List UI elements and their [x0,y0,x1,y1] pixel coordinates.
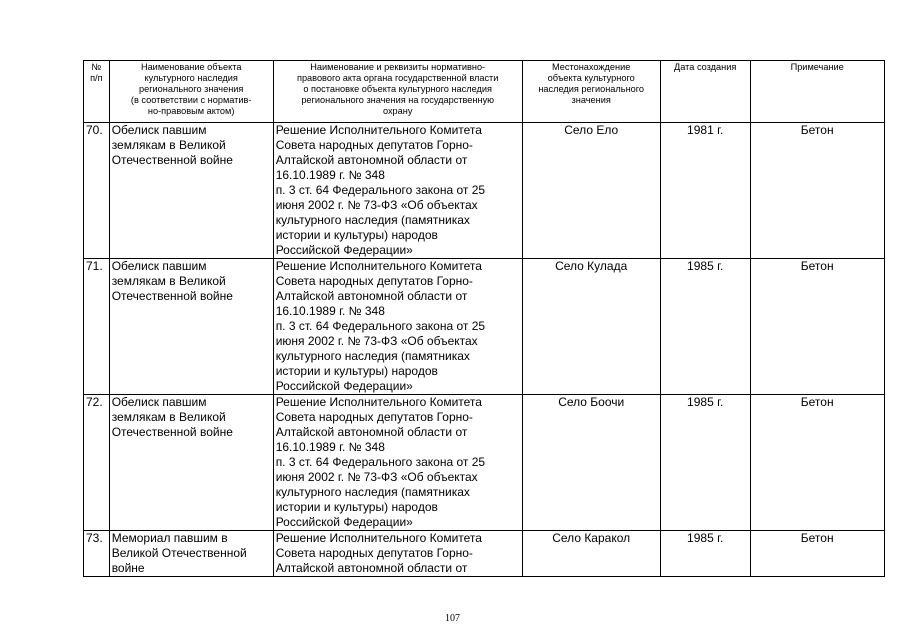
row-date: 1985 г. [660,259,750,395]
header-object-name: Наименование объекта культурного наследия регионального значения (в соответствии с норматив- но-правовым актом) [109,61,273,123]
row-note: Бетон [750,123,884,259]
header-act: Наименование и реквизиты нормативно- правового акта органа государственной власти о постановке объекта культурного наследия регионального значения на государственную охрану [273,61,522,123]
row-date: 1985 г. [660,531,750,577]
row-date: 1985 г. [660,395,750,531]
row-object-name: Обелиск павшим землякам в Великой Отечественной войне [109,259,273,395]
row-object-name: Обелиск павшим землякам в Великой Отечественной войне [109,395,273,531]
table-row [84,395,885,531]
row-act: Решение Исполнительного Комитета Совета народных депутатов Горно- Алтайской автономной области от 16.10.1989 г. № 348 п. 3 ст. 64 Федерального закона от 25 июня 2002 г. № 73-ФЗ «Об объектах культурного наследия (памятниках истории и культуры) народов Российской Федерации» [273,123,522,259]
row-num: 70. [84,123,110,259]
table-row [84,259,885,395]
row-num: 73. [84,531,110,577]
row-location: Село Боочи [522,395,660,531]
row-note: Бетон [750,395,884,531]
heritage-registry-table [83,60,885,577]
row-note: Бетон [750,531,884,577]
page-number: 107 [445,613,460,624]
header-note: Примечание [750,61,884,123]
row-object-name: Обелиск павшим землякам в Великой Отечественной войне [109,123,273,259]
row-date: 1981 г. [660,123,750,259]
row-num: 71. [84,259,110,395]
header-location: Местонахождение объекта культурного наследия регионального значения [522,61,660,123]
header-num: № п/п [84,61,110,123]
row-num: 72. [84,395,110,531]
row-note: Бетон [750,259,884,395]
row-location: Село Ело [522,123,660,259]
row-location: Село Каракол [522,531,660,577]
row-act: Решение Исполнительного Комитета Совета народных депутатов Горно- Алтайской автономной области от [273,531,522,577]
row-object-name: Мемориал павшим в Великой Отечественной войне [109,531,273,577]
row-location: Село Кулада [522,259,660,395]
row-act: Решение Исполнительного Комитета Совета народных депутатов Горно- Алтайской автономной области от 16.10.1989 г. № 348 п. 3 ст. 64 Федерального закона от 25 июня 2002 г. № 73-ФЗ «Об объектах культурного наследия (памятниках истории и культуры) народов Российской Федерации» [273,259,522,395]
header-date: Дата создания [660,61,750,123]
table-header-row [84,61,885,123]
table-row [84,531,885,577]
table-row [84,123,885,259]
row-act: Решение Исполнительного Комитета Совета народных депутатов Горно- Алтайской автономной области от 16.10.1989 г. № 348 п. 3 ст. 64 Федерального закона от 25 июня 2002 г. № 73-ФЗ «Об объектах культурного наследия (памятниках истории и культуры) народов Российской Федерации» [273,395,522,531]
